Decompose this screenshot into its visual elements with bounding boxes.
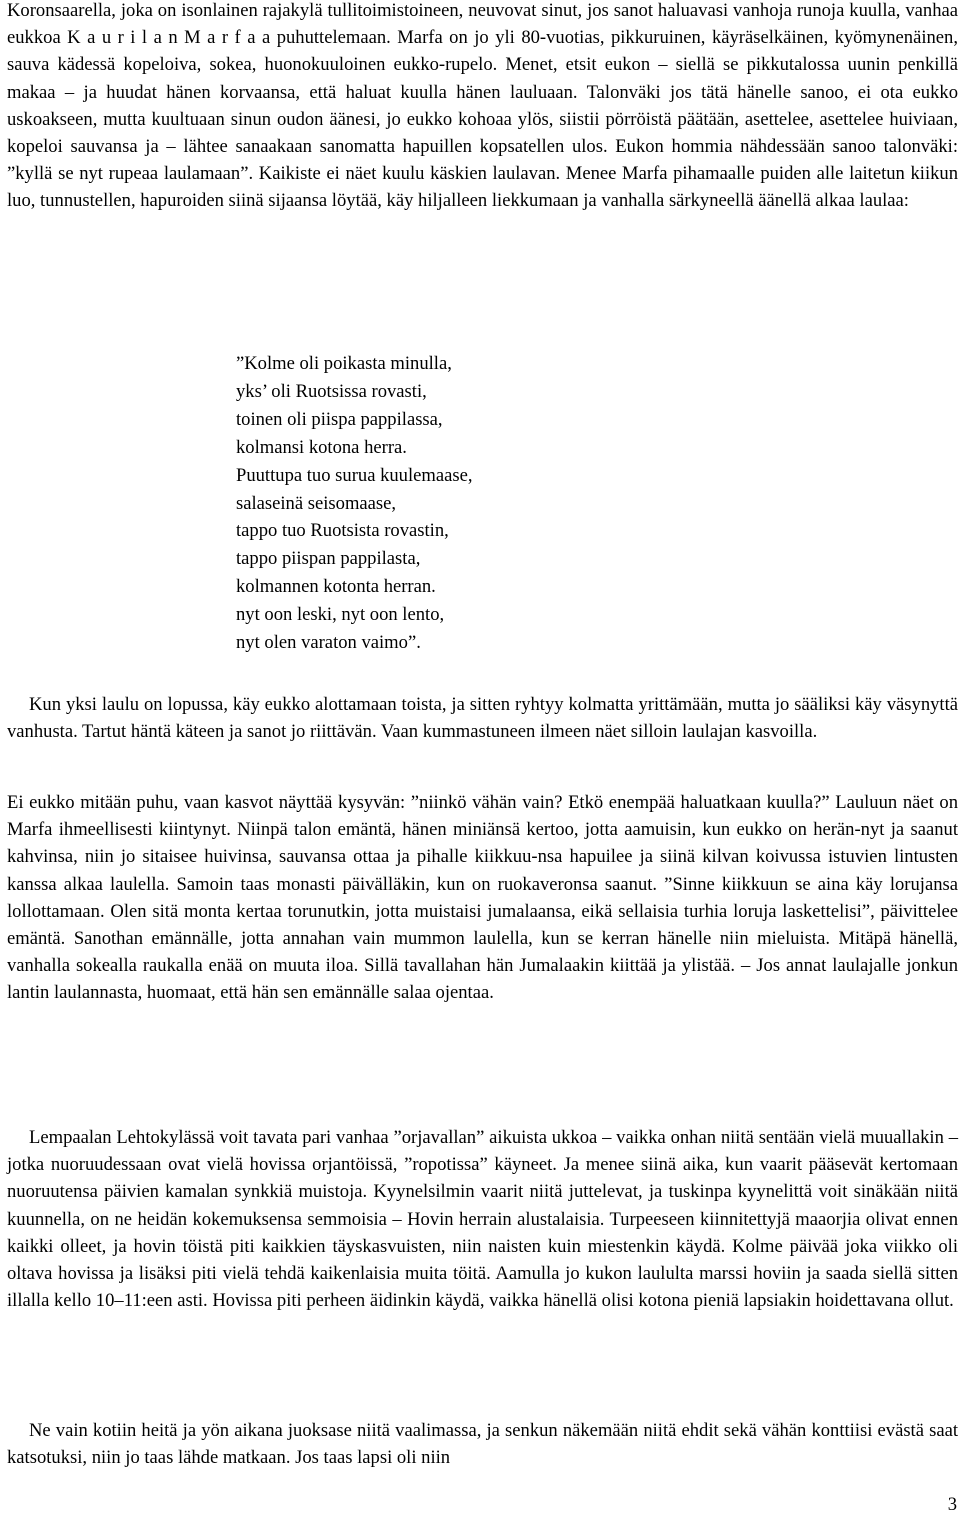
paragraph-lempaala: Lempaalan Lehtokylässä voit tavata pari vanhaa ”orjavallan” aikuista ukkoa – vaikka onhan niitä sentään vielä muuallakin – jotka nuoruudessaan ovat vielä hovissa orjantöissä, ”ropotissa” käyneet. Ja menee siinä aika, kun vaarit pääsevät kertomaan nuoruutensa päivien kamalan synkkiä muistoja. Kyynelsilmin vaarit niitä juttelevat, ja tuskinpa kyynelittä voit sinäkään niitä kuunnella, on ne heidän kokemuksensa semmoisia – Hovin herrain alustalaisia. Turpeeseen kiinnitettyjä maaorjia olivat ennen kaikki olleet, ja hovin töistä piti kaikkien täyskasvuisten, niin naisten kuin miestenkin käydä. Kolme päivää joka viikko oli oltava hovissa ja lisäksi piti vielä tehdä kaikenlaisia muita töitä. Aamulla jo kukon laululta marssi hoviin ja saada siellä sitten illalla kello 10–11:een asti. Hovissa piti perheen äidinkin käydä, vaikka hänellä olisi kotona pieniä lapsiakin hoidettavana ollut. [7, 1127, 958, 1312]
poem-line: tappo tuo Ruotsista rovastin, [236, 520, 449, 542]
poem-line: toinen oli piispa pappilassa, [236, 408, 443, 430]
poem-line: kolmansi kotona herra. [236, 436, 407, 458]
poem-line: ”Kolme oli poikasta minulla, [236, 353, 452, 374]
poem-line: nyt oon leski, nyt oon lento, [236, 604, 445, 626]
paragraph-intro: Koronsaarella, joka on isonlainen rajakylä tullitoimistoineen, neuvovat sinut, jos sanot haluavasi vanhoja runoja kuulla, vanhaa eukkoa K a u r i l a n M a r f a a puhuttelemaan. Marfa on jo yli 80-vuotias, pikkuruinen, käyräselkäinen, kyömynenäinen, sauva kädessä kopeloiva, sokea, huonokuuloinen eukko-rupelo. Menet, etsit eukon – siellä se pikkutalossa uunin penkillä makaa – ja huudat hänen korvaansa, että haluat kuulla hänen lauluaan. Talonväki jos tätä hänelle sanoo, ei ota eukko uskoakseen, mutta kuultuaan sinun oudon äänesi, jo eukko kohoaa ylös, siistii pörröistä päätään, asettelee, asettelee huiviaan, kopeloi sauvansa ja – lähtee sanaakaan sanomatta hapuillen kopsatellen ulos. Eukon hommia nähdessään sanoo talonväki: ”kyllä se nyt rupeaa laulamaan”. Kaikiste ei näet kuulu käskien laulavan. Menee Marfa pihamaalle puiden alle laitetun kiikun luo, tunnustellen, hapuroiden siinä sijaansa löytää, käy hiljalleen liekkumaan ja vanhalla särkyneellä äänellä alkaa laulaa: [7, 0, 958, 212]
poem-line: kolmannen kotonta herran. [236, 576, 436, 598]
paragraph-children: Ne vain kotiin heitä ja yön aikana juoksase niitä vaalimassa, ja senkun näkemään niitä ehdit sekä vähän konttiisi evästä saat katsotuksi, niin jo taas lähde matkaan. Jos taas lapsi oli niin [7, 1420, 958, 1469]
poem-block [236, 350, 473, 657]
poem-line: Puuttupa tuo surua kuulemaase, [236, 464, 473, 486]
poem-line: tappo piispan pappilasta, [236, 548, 421, 570]
paragraph-after-song: Kun yksi laulu on lopussa, käy eukko alottamaan toista, ja sitten ryhtyy kolmatta yrittämään, mutta jo sääliksi käy väsynyttä vanhusta. Tartut häntä käteen ja sanot jo riittävän. Vaan kummastuneen ilmeen näet silloin laulajan kasvoilla. [7, 694, 958, 743]
paragraph-marfa-swing: Ei eukko mitään puhu, vaan kasvot näyttää kysyvän: ”niinkö vähän vain? Etkö enempää haluatkaan kuulla?” Lauluun näet on Marfa ihmeellisesti kiintynyt. Niinpä talon emäntä, hänen miniänsä kertoo, jotta aamuisin, kun eukko on herän-nyt ja saanut kahvinsa, niin jo sitaisee huivinsa, sauvansa ottaa ja pihalle kiikkuu-nsa hapuilee ja siinä kilvan koivussa istuvien lintusten kanssa alkaa laulella. Samoin taas monasti päivälläkin, kun on ruokaveronsa saanut. ”Sinne kiikkuun se aina käy lorujansa lollottamaan. Olen sitä monta kertaa torunutkin, jotta muistaisi jumalaansa, eikä sellaisia turhia loruja laskettelisi”, päivittelee emäntä. Sanothan emännälle, jotta annahan vain mummon laulella, kun se kerran hänelle niin mieluista. Mitäpä hänellä, vanhalla sokealla raukalla enää on muuta iloa. Sillä tavallahan hän Jumalaakin kiittää ja ylistää. – Jos annat laulajalle jonkun lantin laulannasta, huomaat, että hän sen emännälle salaa ojentaa. [7, 792, 958, 1004]
poem-line: salaseinä seisomaase, [236, 492, 397, 514]
poem-line: yks’ oli Ruotsissa rovasti, [236, 380, 427, 402]
poem-line: nyt olen varaton vaimo”. [236, 632, 421, 654]
page-number: 3 [947, 1494, 957, 1515]
